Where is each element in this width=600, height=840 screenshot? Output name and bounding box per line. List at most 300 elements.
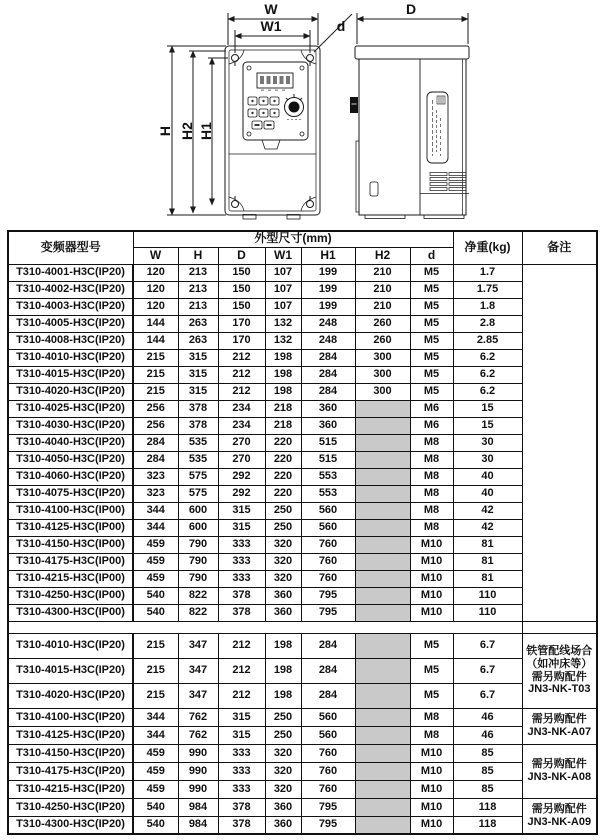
table-row bbox=[8, 683, 597, 708]
column-header-h: H bbox=[178, 247, 218, 264]
dim-cell: 292 bbox=[218, 485, 265, 502]
weight-cell: 15 bbox=[453, 417, 522, 434]
dim-cell: M6 bbox=[410, 400, 453, 417]
table-row bbox=[8, 417, 597, 434]
dim-cell: M5 bbox=[410, 349, 453, 366]
dim-cell: 218 bbox=[265, 417, 301, 434]
dim-cell: 320 bbox=[265, 762, 301, 780]
dim-cell: 220 bbox=[265, 451, 301, 468]
dim-cell: 760 bbox=[301, 762, 355, 780]
dim-cell: 515 bbox=[301, 451, 355, 468]
dim-cell: 790 bbox=[178, 536, 218, 553]
weight-cell: 15 bbox=[453, 400, 522, 417]
dim-cell: 284 bbox=[301, 349, 355, 366]
spacer-remark-cell bbox=[522, 621, 597, 633]
remark-cell: 铁管配线场合 （如冲床等） 需另购配件 JN3-NK-T03 bbox=[522, 633, 597, 708]
dim-cell: 284 bbox=[301, 633, 355, 658]
model-cell: T310-4150-H3C(IP20) bbox=[8, 744, 133, 762]
dim-cell: 360 bbox=[301, 417, 355, 434]
dim-cell: 300 bbox=[355, 366, 410, 383]
dim-cell bbox=[355, 417, 410, 434]
dim-cell: 284 bbox=[133, 434, 178, 451]
dim-cell: M6 bbox=[410, 417, 453, 434]
dim-cell: 315 bbox=[178, 366, 218, 383]
dim-cell: M10 bbox=[410, 780, 453, 798]
weight-cell: 110 bbox=[453, 604, 522, 621]
dim-cell: 234 bbox=[218, 400, 265, 417]
dim-cell: 553 bbox=[301, 468, 355, 485]
model-cell: T310-4002-H3C(IP20) bbox=[8, 281, 133, 298]
dim-cell: 360 bbox=[265, 587, 301, 604]
table-row bbox=[8, 485, 597, 502]
dim-cell: M8 bbox=[410, 485, 453, 502]
table-row bbox=[8, 332, 597, 349]
dim-cell: 459 bbox=[133, 780, 178, 798]
dim-cell: 822 bbox=[178, 604, 218, 621]
dim-cell bbox=[355, 519, 410, 536]
column-header-weight: 净重(kg) bbox=[453, 231, 522, 264]
dim-label-w1: W1 bbox=[260, 18, 282, 34]
dim-cell: 198 bbox=[265, 658, 301, 683]
seven-segment-display bbox=[257, 73, 293, 91]
model-cell: T310-4075-H3C(IP20) bbox=[8, 485, 133, 502]
dim-cell: 347 bbox=[178, 658, 218, 683]
dim-cell: 360 bbox=[301, 400, 355, 417]
dim-cell: 120 bbox=[133, 298, 178, 315]
weight-cell: 118 bbox=[453, 816, 522, 834]
dim-cell: 535 bbox=[178, 451, 218, 468]
dim-cell: 760 bbox=[301, 553, 355, 570]
dim-cell: 284 bbox=[301, 383, 355, 400]
table-row bbox=[8, 587, 597, 604]
table-row bbox=[8, 553, 597, 570]
table-row bbox=[8, 468, 597, 485]
table-row bbox=[8, 519, 597, 536]
dim-cell: 795 bbox=[301, 604, 355, 621]
dim-cell: 553 bbox=[301, 485, 355, 502]
dim-cell: 210 bbox=[355, 281, 410, 298]
column-header-d: D bbox=[218, 247, 265, 264]
table-row bbox=[8, 349, 597, 366]
dim-cell: M10 bbox=[410, 587, 453, 604]
table-row bbox=[8, 780, 597, 798]
remark-cell: 需另购配件 JN3-NK-A07 bbox=[522, 708, 597, 744]
dim-cell: 250 bbox=[265, 726, 301, 744]
dim-cell: M10 bbox=[410, 744, 453, 762]
table-row bbox=[8, 434, 597, 451]
dim-cell bbox=[355, 708, 410, 726]
dim-cell: 210 bbox=[355, 264, 410, 281]
dim-cell: M8 bbox=[410, 726, 453, 744]
dim-cell: 378 bbox=[218, 798, 265, 816]
model-cell: T310-4015-H3C(IP20) bbox=[8, 366, 133, 383]
dim-cell: M8 bbox=[410, 502, 453, 519]
weight-cell: 85 bbox=[453, 762, 522, 780]
model-cell: T310-4050-H3C(IP20) bbox=[8, 451, 133, 468]
column-header-remark: 备注 bbox=[522, 231, 597, 264]
dim-cell: 344 bbox=[133, 502, 178, 519]
dim-cell bbox=[355, 485, 410, 502]
model-cell: T310-4125-H3C(IP20) bbox=[8, 726, 133, 744]
dim-cell: 256 bbox=[133, 400, 178, 417]
weight-cell: 2.8 bbox=[453, 315, 522, 332]
dim-cell: M5 bbox=[410, 366, 453, 383]
model-cell: T310-4150-H3C(IP00) bbox=[8, 536, 133, 553]
table-row bbox=[8, 633, 597, 658]
dim-cell: 300 bbox=[355, 383, 410, 400]
dim-label-h: H bbox=[157, 125, 173, 137]
dim-cell: 315 bbox=[218, 726, 265, 744]
dim-cell: 347 bbox=[178, 633, 218, 658]
dim-cell: M5 bbox=[410, 658, 453, 683]
dim-cell: M10 bbox=[410, 553, 453, 570]
dim-cell: 213 bbox=[178, 298, 218, 315]
dim-cell: M5 bbox=[410, 281, 453, 298]
dim-cell: M10 bbox=[410, 604, 453, 621]
dim-cell: 540 bbox=[133, 604, 178, 621]
dim-cell: 212 bbox=[218, 383, 265, 400]
weight-cell: 46 bbox=[453, 726, 522, 744]
dim-cell: 250 bbox=[265, 708, 301, 726]
dim-cell: M10 bbox=[410, 536, 453, 553]
table-row bbox=[8, 502, 597, 519]
dim-cell: M8 bbox=[410, 519, 453, 536]
dim-cell bbox=[355, 536, 410, 553]
dim-cell: 212 bbox=[218, 366, 265, 383]
dim-cell bbox=[355, 744, 410, 762]
dim-label-w: W bbox=[264, 1, 278, 17]
dim-cell: 315 bbox=[218, 502, 265, 519]
weight-cell: 110 bbox=[453, 587, 522, 604]
dim-cell: M5 bbox=[410, 683, 453, 708]
dim-cell: 333 bbox=[218, 780, 265, 798]
dim-cell: 284 bbox=[301, 366, 355, 383]
dim-cell: 300 bbox=[355, 349, 410, 366]
weight-cell: 42 bbox=[453, 519, 522, 536]
dim-cell bbox=[355, 468, 410, 485]
remark-cell bbox=[522, 264, 597, 621]
dimension-table bbox=[7, 230, 598, 835]
dim-cell: M5 bbox=[410, 383, 453, 400]
dim-cell: M10 bbox=[410, 798, 453, 816]
dim-cell: 360 bbox=[265, 816, 301, 834]
dim-cell: 795 bbox=[301, 798, 355, 816]
dim-cell: 762 bbox=[178, 708, 218, 726]
table-row bbox=[8, 798, 597, 816]
dim-cell: 234 bbox=[218, 417, 265, 434]
table-row bbox=[8, 570, 597, 587]
dim-cell: 107 bbox=[265, 298, 301, 315]
dim-cell bbox=[355, 587, 410, 604]
model-cell: T310-4175-H3C(IP00) bbox=[8, 553, 133, 570]
dim-cell: 360 bbox=[265, 798, 301, 816]
dim-cell: 344 bbox=[133, 519, 178, 536]
dim-cell: 459 bbox=[133, 762, 178, 780]
dim-cell: 260 bbox=[355, 315, 410, 332]
dim-cell: 270 bbox=[218, 434, 265, 451]
weight-cell: 30 bbox=[453, 451, 522, 468]
dim-cell: 459 bbox=[133, 744, 178, 762]
table-row bbox=[8, 658, 597, 683]
dim-cell: 150 bbox=[218, 281, 265, 298]
dim-cell: 515 bbox=[301, 434, 355, 451]
dim-cell: 107 bbox=[265, 281, 301, 298]
dim-cell: 250 bbox=[265, 519, 301, 536]
dim-cell: 560 bbox=[301, 502, 355, 519]
dim-cell: 560 bbox=[301, 726, 355, 744]
dim-cell: 344 bbox=[133, 726, 178, 744]
model-cell: T310-4010-H3C(IP20) bbox=[8, 349, 133, 366]
weight-cell: 81 bbox=[453, 536, 522, 553]
dim-cell: 320 bbox=[265, 570, 301, 587]
dim-cell: 822 bbox=[178, 587, 218, 604]
dim-cell: 333 bbox=[218, 744, 265, 762]
dim-cell: 560 bbox=[301, 519, 355, 536]
table-row bbox=[8, 366, 597, 383]
table-row bbox=[8, 298, 597, 315]
dim-cell: 984 bbox=[178, 816, 218, 834]
dim-cell: 212 bbox=[218, 683, 265, 708]
dim-cell bbox=[355, 798, 410, 816]
model-cell: T310-4020-H3C(IP20) bbox=[8, 383, 133, 400]
dim-cell: 144 bbox=[133, 332, 178, 349]
front-view-drawing bbox=[157, 1, 352, 219]
weight-cell: 85 bbox=[453, 780, 522, 798]
dim-cell: 990 bbox=[178, 780, 218, 798]
dim-cell: M8 bbox=[410, 468, 453, 485]
dim-cell: 378 bbox=[218, 587, 265, 604]
dim-cell: 333 bbox=[218, 570, 265, 587]
dim-cell: 378 bbox=[218, 816, 265, 834]
weight-cell: 42 bbox=[453, 502, 522, 519]
dim-cell: 150 bbox=[218, 298, 265, 315]
table-row bbox=[8, 744, 597, 762]
dim-cell: 150 bbox=[218, 264, 265, 281]
dim-cell bbox=[355, 400, 410, 417]
model-cell: T310-4040-H3C(IP20) bbox=[8, 434, 133, 451]
dim-cell: 762 bbox=[178, 726, 218, 744]
dim-cell: 347 bbox=[178, 683, 218, 708]
weight-cell: 1.75 bbox=[453, 281, 522, 298]
dim-cell: 107 bbox=[265, 264, 301, 281]
dim-cell: M8 bbox=[410, 708, 453, 726]
model-cell: T310-4175-H3C(IP20) bbox=[8, 762, 133, 780]
keypad-buttons bbox=[248, 97, 279, 129]
model-cell: T310-4060-H3C(IP20) bbox=[8, 468, 133, 485]
table-row bbox=[8, 762, 597, 780]
dim-cell: 170 bbox=[218, 315, 265, 332]
dim-cell: 795 bbox=[301, 816, 355, 834]
column-header-w: W bbox=[133, 247, 178, 264]
dim-cell bbox=[355, 780, 410, 798]
dim-cell bbox=[355, 570, 410, 587]
model-cell: T310-4250-H3C(IP20) bbox=[8, 798, 133, 816]
weight-cell: 81 bbox=[453, 553, 522, 570]
dim-cell: 270 bbox=[218, 451, 265, 468]
dim-cell: 333 bbox=[218, 762, 265, 780]
dim-cell: 213 bbox=[178, 281, 218, 298]
table-row bbox=[8, 604, 597, 621]
dim-cell: 215 bbox=[133, 658, 178, 683]
vent-slots bbox=[420, 173, 469, 194]
table-body bbox=[8, 264, 597, 834]
dim-cell: M5 bbox=[410, 332, 453, 349]
dim-cell: 263 bbox=[178, 315, 218, 332]
dim-cell bbox=[355, 762, 410, 780]
dim-cell: 320 bbox=[265, 536, 301, 553]
dim-cell: 540 bbox=[133, 816, 178, 834]
dim-cell: 215 bbox=[133, 633, 178, 658]
dim-cell: 760 bbox=[301, 744, 355, 762]
dim-cell: M10 bbox=[410, 762, 453, 780]
dim-cell: 120 bbox=[133, 264, 178, 281]
dim-cell: 990 bbox=[178, 762, 218, 780]
dim-cell: 320 bbox=[265, 553, 301, 570]
model-cell: T310-4010-H3C(IP20) bbox=[8, 633, 133, 658]
dim-cell: 220 bbox=[265, 434, 301, 451]
model-cell: T310-4025-H3C(IP20) bbox=[8, 400, 133, 417]
dim-cell: 315 bbox=[178, 349, 218, 366]
dim-cell: 220 bbox=[265, 468, 301, 485]
dim-label-h1: H1 bbox=[198, 122, 214, 140]
dim-cell: 213 bbox=[178, 264, 218, 281]
model-cell: T310-4020-H3C(IP20) bbox=[8, 683, 133, 708]
model-cell: T310-4125-H3C(IP00) bbox=[8, 519, 133, 536]
weight-cell: 2.85 bbox=[453, 332, 522, 349]
dim-cell: 199 bbox=[301, 281, 355, 298]
dim-cell: 248 bbox=[301, 332, 355, 349]
weight-cell: 85 bbox=[453, 744, 522, 762]
dim-cell: M5 bbox=[410, 633, 453, 658]
weight-cell: 6.2 bbox=[453, 349, 522, 366]
dim-label-h2: H2 bbox=[179, 122, 195, 140]
dim-cell: 250 bbox=[265, 502, 301, 519]
weight-cell: 46 bbox=[453, 708, 522, 726]
table-row bbox=[8, 726, 597, 744]
dim-cell: 790 bbox=[178, 570, 218, 587]
weight-cell: 6.7 bbox=[453, 683, 522, 708]
dim-cell: 198 bbox=[265, 366, 301, 383]
dim-cell: M5 bbox=[410, 315, 453, 332]
dim-cell: 263 bbox=[178, 332, 218, 349]
dim-cell bbox=[355, 683, 410, 708]
dim-cell: 459 bbox=[133, 570, 178, 587]
model-cell: T310-4008-H3C(IP20) bbox=[8, 332, 133, 349]
table-row bbox=[8, 383, 597, 400]
column-header-h1: H1 bbox=[301, 247, 355, 264]
dim-cell: 320 bbox=[265, 780, 301, 798]
dim-cell: 760 bbox=[301, 780, 355, 798]
dim-cell: 284 bbox=[133, 451, 178, 468]
dim-cell: 218 bbox=[265, 400, 301, 417]
dim-cell: 990 bbox=[178, 744, 218, 762]
model-cell: T310-4300-H3C(IP20) bbox=[8, 816, 133, 834]
dim-cell: 315 bbox=[218, 519, 265, 536]
dim-cell: 215 bbox=[133, 683, 178, 708]
weight-cell: 6.2 bbox=[453, 366, 522, 383]
dim-cell bbox=[355, 816, 410, 834]
dim-cell: 215 bbox=[133, 383, 178, 400]
weight-cell: 40 bbox=[453, 468, 522, 485]
column-header-screw: d bbox=[410, 247, 453, 264]
column-header-model: 变频器型号 bbox=[8, 231, 133, 264]
table-row bbox=[8, 400, 597, 417]
dim-cell: M10 bbox=[410, 816, 453, 834]
column-header-w1: W1 bbox=[265, 247, 301, 264]
dim-cell: 256 bbox=[133, 417, 178, 434]
dim-cell bbox=[355, 502, 410, 519]
dim-cell: 315 bbox=[218, 708, 265, 726]
weight-cell: 6.2 bbox=[453, 383, 522, 400]
model-cell: T310-4001-H3C(IP20) bbox=[8, 264, 133, 281]
nameplate-sticker bbox=[427, 92, 448, 163]
dim-cell: 540 bbox=[133, 798, 178, 816]
dim-cell: 378 bbox=[178, 400, 218, 417]
dim-cell bbox=[355, 633, 410, 658]
side-view-drawing bbox=[350, 1, 469, 219]
mounting-holes bbox=[232, 55, 314, 208]
dim-cell bbox=[355, 434, 410, 451]
dim-cell: 198 bbox=[265, 349, 301, 366]
remark-cell: 需另购配件 JN3-NK-A09 bbox=[522, 798, 597, 834]
dim-cell: 459 bbox=[133, 536, 178, 553]
dim-cell: 260 bbox=[355, 332, 410, 349]
dim-cell: 132 bbox=[265, 315, 301, 332]
weight-cell: 1.7 bbox=[453, 264, 522, 281]
column-header-h2: H2 bbox=[355, 247, 410, 264]
dim-cell: 248 bbox=[301, 315, 355, 332]
dim-cell: 575 bbox=[178, 485, 218, 502]
remark-cell: 需另购配件 JN3-NK-A08 bbox=[522, 744, 597, 798]
table-row bbox=[8, 536, 597, 553]
model-cell: T310-4015-H3C(IP20) bbox=[8, 658, 133, 683]
model-cell: T310-4215-H3C(IP20) bbox=[8, 780, 133, 798]
dim-cell: 323 bbox=[133, 485, 178, 502]
dim-cell bbox=[355, 604, 410, 621]
dim-cell: 378 bbox=[178, 417, 218, 434]
dim-cell: 378 bbox=[218, 604, 265, 621]
column-group-header-dimensions: 外型尺寸(mm) bbox=[133, 231, 453, 247]
dim-cell: 284 bbox=[301, 683, 355, 708]
dim-cell: 220 bbox=[265, 485, 301, 502]
dim-cell: 212 bbox=[218, 633, 265, 658]
dim-cell: M5 bbox=[410, 264, 453, 281]
dim-cell: 198 bbox=[265, 683, 301, 708]
spacer-row bbox=[8, 621, 597, 633]
table-row bbox=[8, 281, 597, 298]
model-cell: T310-4030-H3C(IP20) bbox=[8, 417, 133, 434]
model-cell: T310-4100-H3C(IP00) bbox=[8, 502, 133, 519]
weight-cell: 6.7 bbox=[453, 658, 522, 683]
dimension-drawings bbox=[0, 0, 600, 230]
dim-label-d: d bbox=[336, 18, 346, 34]
dim-cell: 320 bbox=[265, 744, 301, 762]
dim-cell: 760 bbox=[301, 570, 355, 587]
dim-cell: 344 bbox=[133, 708, 178, 726]
table-row bbox=[8, 816, 597, 834]
weight-cell: 118 bbox=[453, 798, 522, 816]
dim-cell: 575 bbox=[178, 468, 218, 485]
dim-cell: 535 bbox=[178, 434, 218, 451]
potentiometer-knob bbox=[285, 94, 304, 120]
dim-cell: 212 bbox=[218, 658, 265, 683]
table-row bbox=[8, 315, 597, 332]
dim-cell: 292 bbox=[218, 468, 265, 485]
dim-cell bbox=[355, 658, 410, 683]
weight-cell: 30 bbox=[453, 434, 522, 451]
dim-cell: 760 bbox=[301, 536, 355, 553]
spacer-cell bbox=[8, 621, 522, 633]
